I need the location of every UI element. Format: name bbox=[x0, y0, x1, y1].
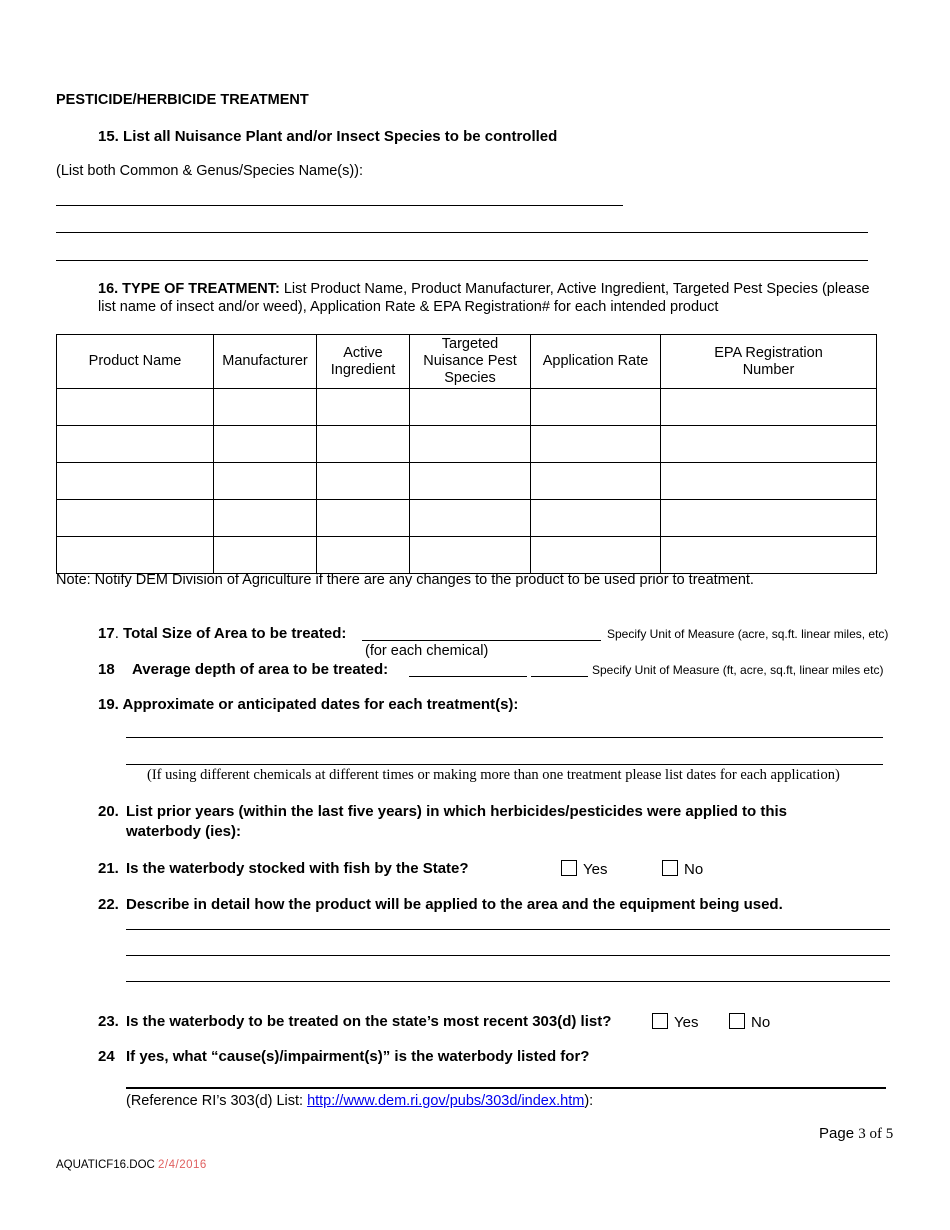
table-cell[interactable] bbox=[214, 463, 317, 500]
table-cell[interactable] bbox=[57, 389, 214, 426]
question-23-number: 23. bbox=[98, 1013, 119, 1030]
question-17: 17. Total Size of Area to be treated: bbox=[98, 625, 347, 642]
table-cell[interactable] bbox=[661, 426, 877, 463]
page-number: Page 3 of 5 bbox=[819, 1125, 894, 1142]
treatment-products-table bbox=[56, 334, 877, 574]
q21-no-option[interactable] bbox=[662, 860, 703, 878]
answer-line-15-1[interactable] bbox=[56, 205, 623, 206]
q23-yes-checkbox[interactable] bbox=[652, 1013, 668, 1029]
answer-line-22-2[interactable] bbox=[126, 955, 890, 956]
header-epa-registration: EPA Registration Number bbox=[661, 335, 877, 389]
table-cell[interactable] bbox=[531, 389, 661, 426]
document-footer bbox=[56, 1159, 207, 1171]
question-22-number: 22. bbox=[98, 896, 119, 913]
question-18-unit-hint: Specify Unit of Measure (ft, acre, sq.ft, linear miles etc) bbox=[592, 663, 884, 677]
table-row bbox=[57, 463, 877, 500]
q21-yes-option[interactable] bbox=[561, 860, 607, 878]
question-19-text: Approximate or anticipated dates for each treatment(s): bbox=[122, 696, 519, 713]
question-19 bbox=[98, 696, 518, 713]
reference-303d: (Reference RI’s 303(d) List: http://www.dem.ri.gov/pubs/303d/index.htm): bbox=[126, 1093, 594, 1109]
answer-line-19-2[interactable] bbox=[126, 764, 883, 765]
table-cell[interactable] bbox=[410, 426, 531, 463]
question-24-number: 24 bbox=[98, 1048, 115, 1065]
table-cell[interactable] bbox=[410, 389, 531, 426]
header-application-rate: Application Rate bbox=[531, 335, 661, 389]
question-18-label: Average depth of area to be treated: bbox=[132, 661, 389, 678]
table-cell[interactable] bbox=[661, 389, 877, 426]
q21-yes-checkbox[interactable] bbox=[561, 860, 577, 876]
question-17-label: Total Size of Area to be treated: bbox=[118, 625, 347, 642]
answer-line-15-2[interactable] bbox=[56, 232, 868, 233]
table-cell[interactable] bbox=[531, 426, 661, 463]
table-cell[interactable] bbox=[57, 500, 214, 537]
answer-line-22-3[interactable] bbox=[126, 981, 890, 982]
header-active-ingredient: Active Ingredient bbox=[317, 335, 410, 389]
table-cell[interactable] bbox=[317, 500, 410, 537]
table-cell[interactable] bbox=[531, 463, 661, 500]
q23-no-label: No bbox=[751, 1014, 771, 1031]
question-16-line-1 bbox=[98, 281, 870, 297]
area-size-field[interactable] bbox=[362, 640, 601, 641]
table-cell[interactable] bbox=[57, 463, 214, 500]
question-15-text: List all Nuisance Plant and/or Insect Species to be controlled bbox=[123, 128, 558, 145]
question-20 bbox=[98, 803, 787, 820]
question-15 bbox=[98, 128, 557, 145]
table-cell[interactable] bbox=[214, 426, 317, 463]
table-cell[interactable] bbox=[661, 463, 877, 500]
question-18 bbox=[98, 661, 388, 678]
question-17-number: 17 bbox=[98, 625, 115, 642]
table-cell[interactable] bbox=[317, 389, 410, 426]
question-23-text: Is the waterbody to be treated on the state’s most recent 303(d) list? bbox=[126, 1013, 612, 1030]
agriculture-note: Note: Notify DEM Division of Agriculture if there are any changes to the product to be used prior to treatment. bbox=[56, 572, 754, 588]
reference-303d-link[interactable]: http://www.dem.ri.gov/pubs/303d/index.htm bbox=[307, 1093, 585, 1109]
table-cell[interactable] bbox=[317, 426, 410, 463]
question-17-subtext: (for each chemical) bbox=[365, 643, 489, 659]
question-15-number: 15. bbox=[98, 128, 119, 145]
answer-line-15-3[interactable] bbox=[56, 260, 868, 261]
question-24 bbox=[98, 1048, 589, 1065]
q23-yes-option[interactable] bbox=[652, 1013, 698, 1031]
table-cell[interactable] bbox=[317, 537, 410, 574]
document-name: AQUATICF16.DOC bbox=[56, 1159, 159, 1171]
table-cell[interactable] bbox=[531, 537, 661, 574]
question-20-number: 20. bbox=[98, 803, 119, 820]
table-cell[interactable] bbox=[661, 537, 877, 574]
q21-yes-label: Yes bbox=[583, 861, 608, 878]
q23-yes-label: Yes bbox=[674, 1014, 699, 1031]
answer-line-19-1[interactable] bbox=[126, 737, 883, 738]
table-cell[interactable] bbox=[410, 463, 531, 500]
table-cell[interactable] bbox=[214, 389, 317, 426]
depth-unit-field[interactable] bbox=[531, 676, 588, 677]
question-18-number: 18 bbox=[98, 661, 115, 678]
question-23 bbox=[98, 1013, 611, 1030]
table-cell[interactable] bbox=[57, 537, 214, 574]
question-16-line-2: list name of insect and/or weed), Application Rate & EPA Registration# for each intended product bbox=[98, 299, 719, 315]
question-21-number: 21. bbox=[98, 860, 119, 877]
q21-no-label: No bbox=[684, 861, 704, 878]
table-cell[interactable] bbox=[57, 426, 214, 463]
header-product-name: Product Name bbox=[57, 335, 214, 389]
table-header-row bbox=[57, 335, 877, 389]
table-cell[interactable] bbox=[317, 463, 410, 500]
question-19-number: 19. bbox=[98, 696, 119, 713]
question-16-label: 16. TYPE OF TREATMENT: bbox=[98, 281, 280, 297]
question-15-subtext: (List both Common & Genus/Species Name(s)): bbox=[56, 163, 364, 179]
table-row bbox=[57, 389, 877, 426]
question-16-text-1: List Product Name, Product Manufacturer, Active Ingredient, Targeted Pest Species (please bbox=[279, 281, 870, 297]
question-22-text: Describe in detail how the product will be applied to the area and the equipment being used. bbox=[126, 896, 783, 913]
q21-no-checkbox[interactable] bbox=[662, 860, 678, 876]
document-date: 2/4/2016 bbox=[158, 1159, 207, 1171]
table-row bbox=[57, 500, 877, 537]
table-cell[interactable] bbox=[410, 500, 531, 537]
question-22 bbox=[98, 896, 783, 913]
section-title: PESTICIDE/HERBICIDE TREATMENT bbox=[56, 92, 309, 108]
table-cell[interactable] bbox=[661, 500, 877, 537]
q23-no-option[interactable] bbox=[729, 1013, 770, 1031]
header-manufacturer: Manufacturer bbox=[214, 335, 317, 389]
table-cell[interactable] bbox=[410, 537, 531, 574]
answer-line-24[interactable] bbox=[126, 1087, 886, 1089]
table-cell[interactable] bbox=[214, 537, 317, 574]
question-20-text-1: List prior years (within the last five years) in which herbicides/pesticides were applied to this bbox=[126, 803, 788, 820]
table-cell[interactable] bbox=[214, 500, 317, 537]
question-20-text-2: waterbody (ies): bbox=[126, 823, 242, 840]
table-cell[interactable] bbox=[531, 500, 661, 537]
q23-no-checkbox[interactable] bbox=[729, 1013, 745, 1029]
table-row bbox=[57, 537, 877, 574]
question-19-note: (If using different chemicals at different times or making more than one treatment please list dates for each application) bbox=[147, 767, 840, 783]
header-targeted-species: Targeted Nuisance Pest Species bbox=[410, 335, 531, 389]
table-row bbox=[57, 426, 877, 463]
question-21-text: Is the waterbody stocked with fish by the State? bbox=[126, 860, 469, 877]
answer-line-22-1[interactable] bbox=[126, 929, 890, 930]
question-21 bbox=[98, 860, 469, 877]
question-24-text: If yes, what “cause(s)/impairment(s)” is the waterbody listed for? bbox=[126, 1048, 590, 1065]
question-17-unit-hint: Specify Unit of Measure (acre, sq.ft. linear miles, etc) bbox=[607, 627, 889, 641]
depth-field[interactable] bbox=[409, 676, 527, 677]
